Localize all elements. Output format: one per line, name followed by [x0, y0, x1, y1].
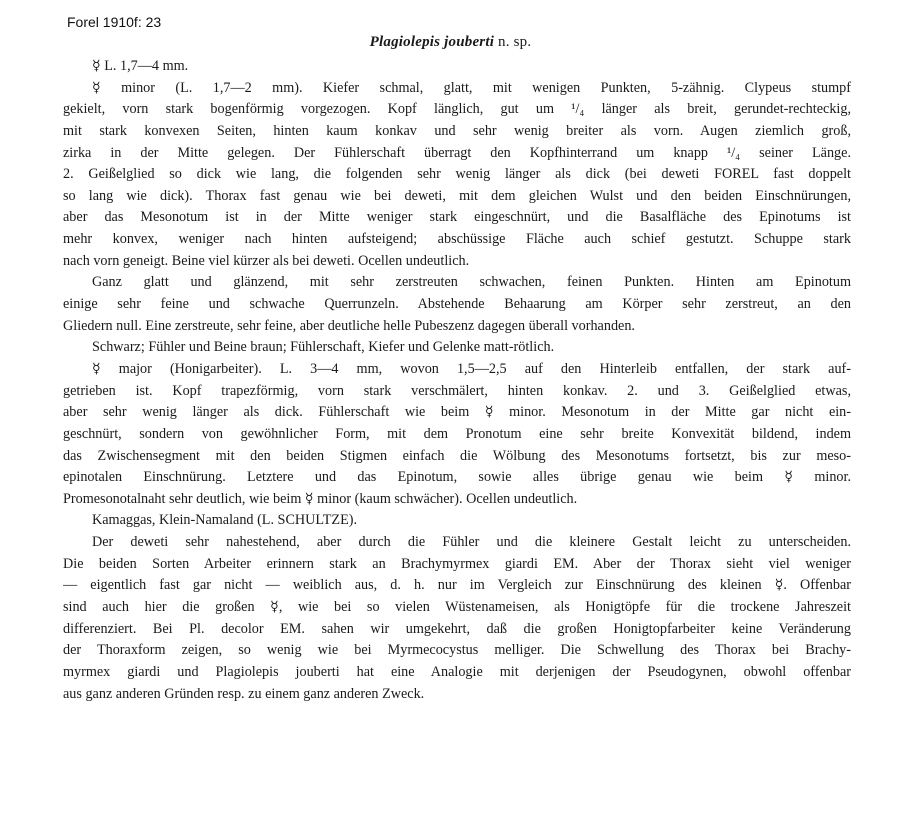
text-line: ☿ major (Honigarbeiter). L. 3—4 mm, wovon 1,5—2,5 auf den Hinterleib entfallen, der stark auf- [92, 360, 851, 377]
text-line: geschnürt, sondern von gewöhnlicher Form, mit dem Pronotum eine sehr breite Konvexität bildend, indem [63, 425, 851, 442]
text-line: getrieben ist. Kopf trapezförmig, vorn stark verschmälert, hinten konkav. 2. und 3. Geißelglied etwas, [63, 382, 851, 399]
text-line: der Thoraxform zeigen, so wenig wie bei Myrmecocystus melliger. Die Schwellung des Thorax bei Brachy- [63, 642, 851, 659]
text-line: aber das Mesonotum ist in der Mitte weniger stark eingeschnürt, und die Basalfläche des Epinotums ist [63, 209, 851, 226]
citation-label: Forel 1910f: 23 [67, 14, 162, 30]
text-line: aus ganz anderen Gründen resp. zu einem ganz anderen Zweck. [63, 685, 425, 702]
text-line: gekielt, vorn stark bogenförmig vorgezogen. Kopf länglich, gut um ¹/₄ länger als breit, gerundet-rechteckig, [63, 101, 851, 118]
text-line: sind auch hier die großen ☿, wie bei so vielen Wüstenameisen, als Honigtöpfe für die trockene Jahreszeit [63, 599, 851, 616]
text-line: mehr konvex, weniger nach hinten aufsteigend; abschüssige Fläche auch schief gestutzt. Schuppe stark [63, 231, 851, 248]
text-line: das Zwischensegment mit den beiden Stigmen einfach die Wölbung des Mesonotums fortsetzt, bis zur meso- [63, 447, 851, 464]
description-text [63, 56, 851, 705]
text-line: Der deweti sehr nahestehend, aber durch die Fühler und die kleinere Gestalt leicht zu unterscheiden. [92, 534, 851, 551]
text-line: mit stark konvexen Seiten, hinten kaum konkav und sehr wenig breiter als vorn. Augen ziemlich groß, [63, 122, 851, 139]
text-line: Gliedern null. Eine zerstreute, sehr feine, aber deutliche helle Pubeszenz dagegen überall vorhanden. [63, 317, 635, 334]
text-line: — eigentlich fast gar nicht — weiblich aus, d. h. nur im Vergleich zur Einschnürung des kleinen ☿. Offenbar [63, 577, 851, 594]
species-name: Plagiolepis jouberti [369, 34, 495, 50]
text-line: ☿ L. 1,7—4 mm. [92, 58, 189, 74]
text-line: Die beiden Sorten Arbeiter erinnern stark an Brachymyrmex giardi EM. Aber der Thorax sieht viel weniger [63, 555, 851, 572]
text-line: Schwarz; Fühler und Beine braun; Fühlerschaft, Kiefer und Gelenke matt-rötlich. [92, 339, 555, 356]
species-suffix: n. sp. [494, 34, 532, 50]
text-line: so lang wie dick). Thorax fast genau wie bei deweti, mit dem gleichen Wulst und den beiden Einschnürungen, [63, 187, 851, 204]
text-line: nach vorn geneigt. Beine viel kürzer als bei deweti. Ocellen undeutlich. [63, 252, 470, 269]
text-line: zirka in der Mitte gelegen. Der Fühlerschaft überragt den Kopfhinterrand um knapp ¹/₄ seiner Länge. [63, 144, 851, 161]
text-line: Ganz glatt und glänzend, mit sehr zerstreuten schwachen, feinen Punkten. Hinten am Epinotum [92, 274, 851, 291]
text-line: differenziert. Bei Pl. decolor EM. sahen wir umgekehrt, daß die großen Honigtopfarbeiter keine Veränderung [63, 620, 851, 637]
text-line: myrmex giardi und Plagiolepis jouberti hat eine Analogie mit derjenigen der Pseudogynen, obwohl offenbar [63, 663, 851, 680]
text-line: Kamaggas, Klein-Namaland (L. SCHULTZE). [92, 512, 358, 529]
text-line: Promesonotalnaht sehr deutlich, wie beim ☿ minor (kaum schwächer). Ocellen undeutlich. [63, 490, 578, 507]
text-line: ☿ minor (L. 1,7—2 mm). Kiefer schmal, glatt, mit wenigen Punkten, 5-zähnig. Clypeus stumpf [92, 79, 851, 96]
text-line: einige sehr feine und schwache Querrunzeln. Abstehende Behaarung am Körper sehr zerstreut, an den [63, 296, 851, 313]
species-heading [0, 34, 901, 51]
text-line: 2. Geißelglied so dick wie lang, die folgenden sehr wenig länger als dick (bei deweti FOREL fast doppelt [63, 166, 851, 183]
text-line: aber sehr wenig länger als dick. Fühlerschaft wie beim ☿ minor. Mesonotum in der Mitte gar nicht ein- [63, 404, 851, 421]
text-line: epinotalen Einschnürung. Letztere und das Epinotum, sowie alles übrige genau wie beim ☿ minor. [63, 469, 851, 486]
